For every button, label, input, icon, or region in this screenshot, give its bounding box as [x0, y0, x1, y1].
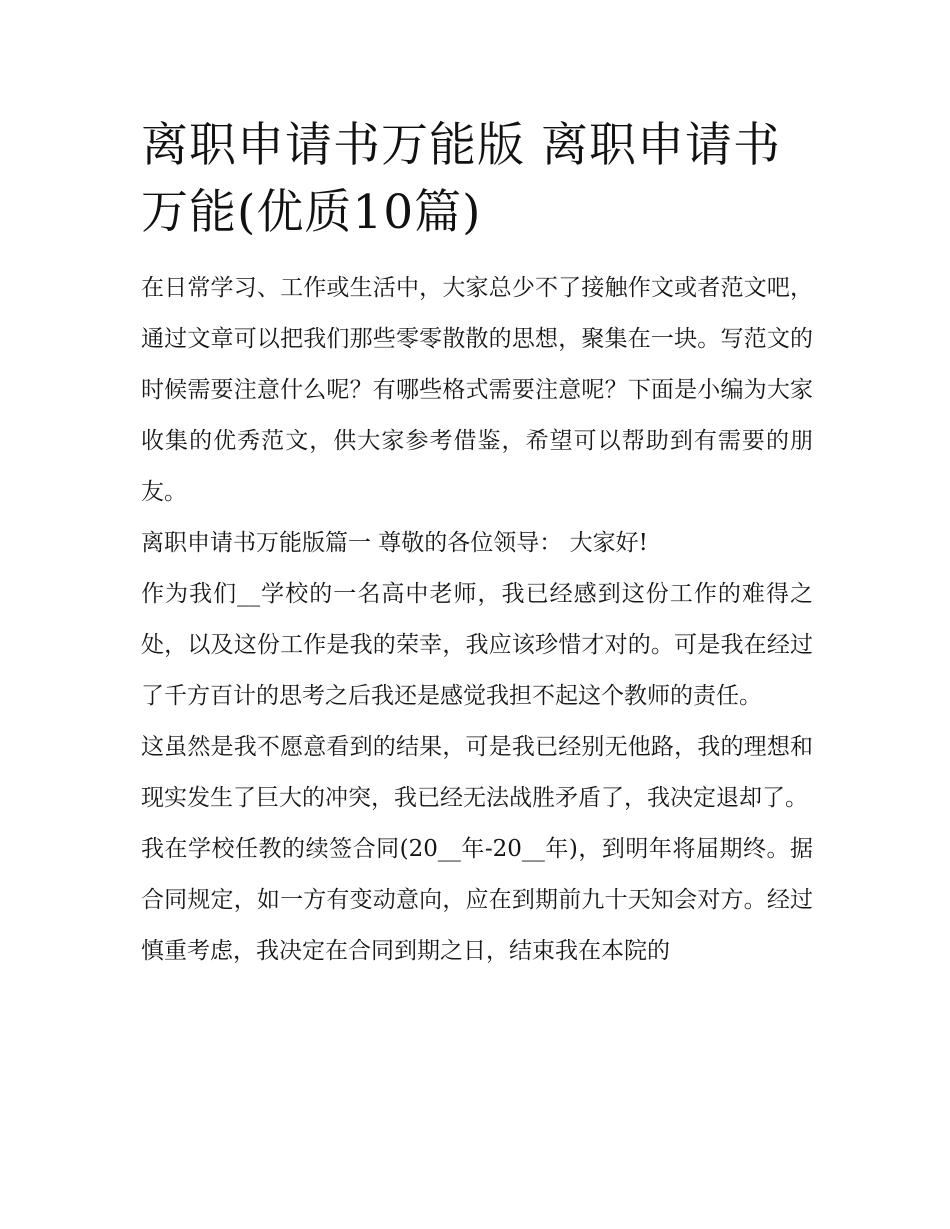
paragraph-intro: 在日常学习、工作或生活中，大家总少不了接触作文或者范文吧，通过文章可以把我们那些零零散散的思想，聚集在一块。写范文的时候需要注意什么呢？有哪些格式需要注意呢？下面是小编为大家收集的优秀范文，供大家参考借鉴，希望可以帮助到有需要的朋友。: [141, 275, 813, 505]
paragraph-body-1: 作为我们__学校的一名高中老师，我已经感到这份工作的难得之处，以及这份工作是我的荣幸，我应该珍惜才对的。可是我在经过了千方百计的思考之后我还是感觉我担不起这个教师的责任。: [141, 581, 813, 709]
paragraph-body-2: 这虽然是我不愿意看到的结果，可是我已经别无他路，我的理想和现实发生了巨大的冲突，我已经无法战胜矛盾了，我决定退却了。: [141, 734, 813, 811]
document-title: 离职申请书万能版 离职申请书万能(优质10篇): [141, 118, 781, 240]
document-body: [141, 263, 813, 977]
document-content: [141, 112, 813, 977]
paragraph-body-3: 我在学校任教的续签合同(20__年-20__年)，到明年将届期终。据合同规定，如一方有变动意向，应在到期前九十天知会对方。经过慎重考虑，我决定在合同到期之日，结束我在本院的: [141, 836, 813, 964]
paragraph-salutation: 离职申请书万能版篇一 尊敬的各位领导： 大家好!: [141, 530, 648, 556]
